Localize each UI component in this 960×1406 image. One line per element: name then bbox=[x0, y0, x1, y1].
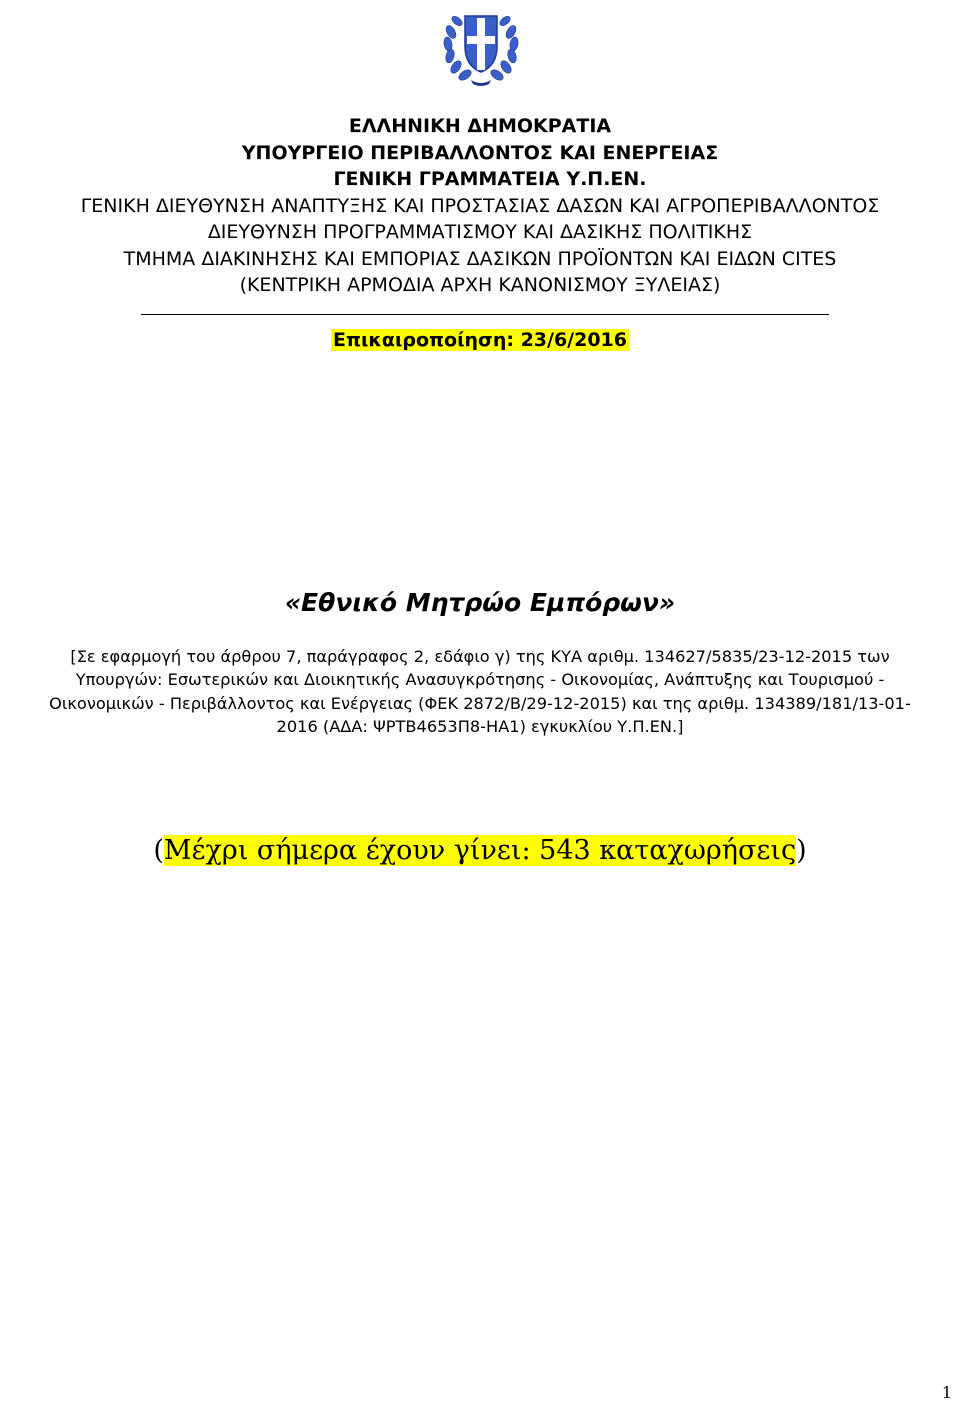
header-line-secretariat: ΓΕΝΙΚΗ ΓΡΑΜΜΑΤΕΙΑ Υ.Π.ΕΝ. bbox=[333, 168, 647, 190]
count-close-paren: ) bbox=[796, 835, 807, 866]
header-line-department: ΤΜΗΜΑ ΔΙΑΚΙΝΗΣΗΣ ΚΑΙ ΕΜΠΟΡΙΑΣ ΔΑΣΙΚΩΝ ΠΡΟΪΟΝΤΩΝ ΚΑΙ ΕΙΔΩΝ CITES bbox=[123, 247, 837, 270]
coat-of-arms-icon bbox=[441, 2, 521, 86]
update-date-text: Επικαιροποίηση: 23/6/2016 bbox=[333, 329, 627, 351]
legal-reference-paragraph bbox=[10, 645, 950, 738]
header-line-general-directorate: ΓΕΝΙΚΗ ΔΙΕΥΘΥΝΣΗ ΑΝΑΠΤΥΞΗΣ ΚΑΙ ΠΡΟΣΤΑΣΙΑΣ ΔΑΣΩΝ ΚΑΙ ΑΓΡΟΠΕΡΙΒΑΛΛΟΝΤΟΣ bbox=[80, 194, 880, 217]
paragraph-line: [Σε εφαρμογή του άρθρου 7, παράγραφος 2, εδάφιο γ) της ΚΥΑ αριθμ. 134627/5835/23-12-2015 των bbox=[70, 647, 890, 666]
document-title: «Εθνικό Μητρώο Εμπόρων» bbox=[284, 588, 676, 617]
count-text: Μέχρι σήμερα έχουν γίνει: 543 καταχωρήσεις bbox=[163, 835, 797, 866]
header-line-country: ΕΛΛΗΝΙΚΗ ΔΗΜΟΚΡΑΤΙΑ bbox=[348, 115, 612, 137]
header-line-authority: (ΚΕΝΤΡΙΚΗ ΑΡΜΟΔΙΑ ΑΡΧΗ ΚΑΝΟΝΙΣΜΟΥ ΞΥΛΕΙΑΣ) bbox=[239, 274, 721, 296]
update-date bbox=[0, 329, 960, 351]
header-line-ministry: ΥΠΟΥΡΓΕΙΟ ΠΕΡΙΒΑΛΛΟΝΤΟΣ ΚΑΙ ΕΝΕΡΓΕΙΑΣ bbox=[241, 141, 719, 164]
paragraph-line: Οικονομικών - Περιβάλλοντος και Ενέργειας (ΦΕΚ 2872/Β/29-12-2015) και της αριθμ. 134389/181/13-01- bbox=[49, 693, 911, 713]
paragraph-line: 2016 (ΑΔΑ: ΨΡΤΒ4653Π8-ΗΑ1) εγκυκλίου Υ.Π.ΕΝ.] bbox=[276, 716, 684, 736]
registration-count bbox=[0, 833, 960, 869]
greek-coat-of-arms-emblem bbox=[441, 2, 521, 86]
header-divider bbox=[141, 314, 829, 315]
document-header bbox=[0, 113, 960, 299]
paragraph-line: Υπουργών: Εσωτερικών και Διοικητικής Ανασυγκρότησης - Οικονομίας, Ανάπτυξης και Τουρισμού - bbox=[75, 670, 885, 690]
page-number: 1 bbox=[941, 1383, 952, 1402]
count-open-paren: ( bbox=[153, 835, 164, 866]
header-line-directorate: ΔΙΕΥΘΥΝΣΗ ΠΡΟΓΡΑΜΜΑΤΙΣΜΟΥ ΚΑΙ ΔΑΣΙΚΗΣ ΠΟΛΙΤΙΚΗΣ bbox=[207, 221, 753, 243]
